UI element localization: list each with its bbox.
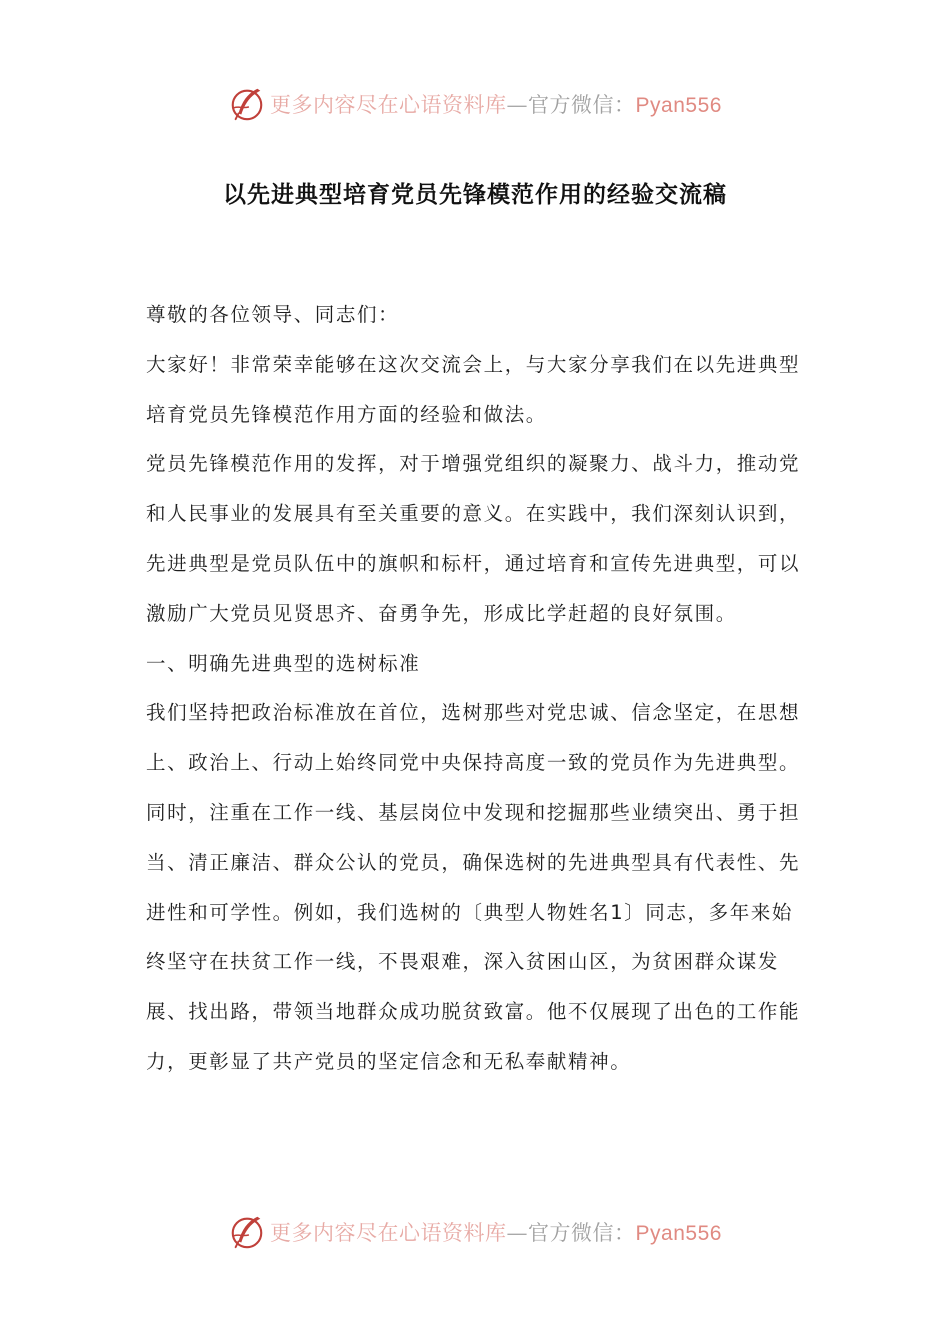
paragraph-greeting: 大家好！非常荣幸能够在这次交流会上，与大家分享我们在以先进典型培育党员先锋模范作用方面的经验和做法。 (146, 352, 801, 426)
footer-watermark (0, 1210, 950, 1254)
paragraph-selection-standard: 我们坚持把政治标准放在首位，选树那些对党忠诚、信念坚定，在思想上、政治上、行动上始终同党中央保持高度一致的党员作为先进典型。同时，注重在工作一线、基层岗位中发现和挖掘那些业绩突出、勇于担当、清正廉洁、群众公认的党员，确保选树的先进典型具有代表性、先进性和可学性。例如，我们选树的〔典型人物姓名1〕同志，多年来始终坚守在扶贫工作一线，不畏艰难，深入贫困山区，为贫困群众谋发展、找出路，带领当地群众成功脱贫致富。他不仅展现了出色的工作能力，更彰显了共产党员的坚定信念和无私奉献精神。 (146, 701, 801, 1073)
salutation: 尊敬的各位领导、同志们： (146, 303, 400, 326)
watermark-main: 更多内容尽在心语资料库 (270, 93, 507, 117)
watermark-official: 官方微信： (528, 1221, 636, 1245)
section-heading-1: 一、明确先进典型的选树标准 (146, 651, 421, 675)
watermark-main: 更多内容尽在心语资料库 (270, 1221, 507, 1245)
watermark-text (270, 1217, 722, 1247)
header-watermark (0, 82, 950, 126)
quill-pen-icon (228, 85, 266, 123)
quill-pen-icon (228, 1213, 266, 1251)
watermark-wechat-id: Pyan556 (635, 94, 722, 117)
watermark-text (270, 89, 722, 119)
watermark-dash: — (506, 1221, 529, 1245)
document-title: 以先进典型培育党员先锋模范作用的经验交流稿 (223, 182, 727, 208)
watermark-dash: — (506, 93, 529, 117)
document-body (146, 290, 810, 1087)
watermark-official: 官方微信： (528, 93, 636, 117)
watermark-wechat-id: Pyan556 (635, 1222, 722, 1245)
paragraph-significance: 党员先锋模范作用的发挥，对于增强党组织的凝聚力、战斗力，推动党和人民事业的发展具有至关重要的意义。在实践中，我们深刻认识到，先进典型是党员队伍中的旗帜和标杆，通过培育和宣传先进典型，可以激励广大党员见贤思齐、奋勇争先，形成比学赶超的良好氛围。 (146, 452, 801, 625)
